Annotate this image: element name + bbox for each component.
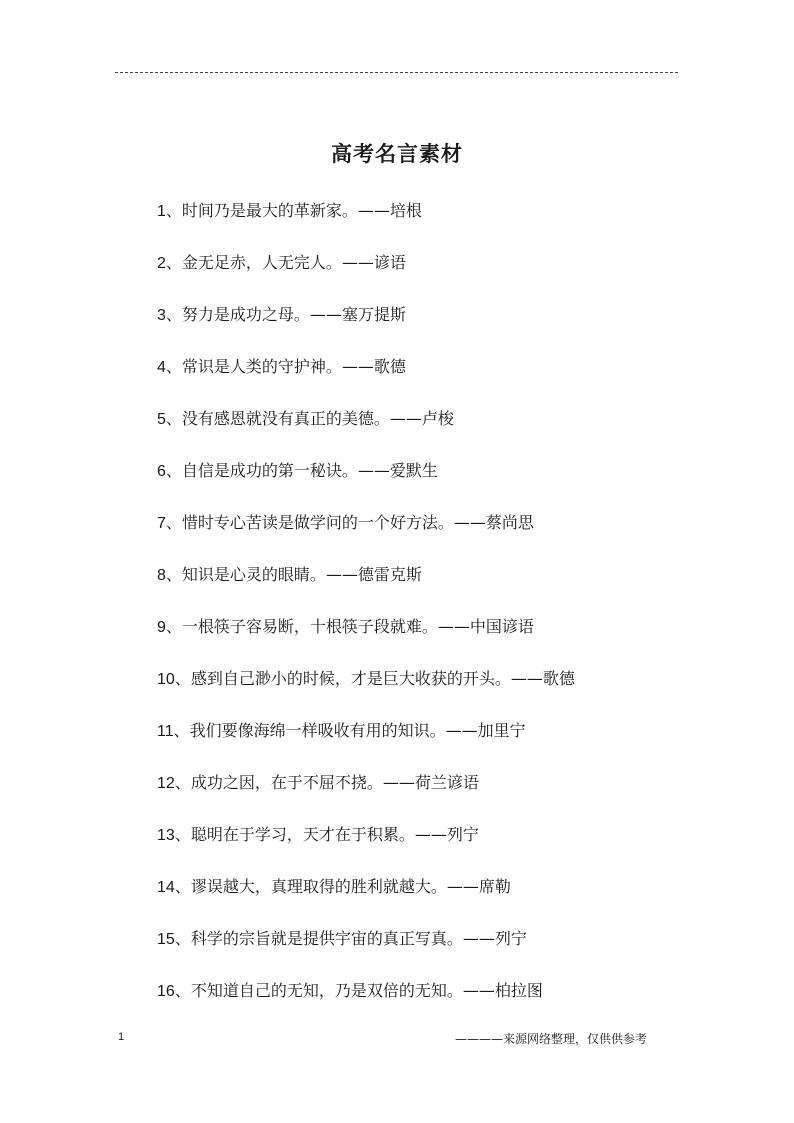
quote-item [157, 821, 717, 873]
header-dashed-rule [115, 72, 678, 73]
quote-text: 常识是人类的守护神。——歌德 [181, 357, 406, 376]
quote-number: 9、 [157, 619, 182, 636]
quote-item [157, 197, 717, 249]
quote-text: 谬误越大，真理取得的胜利就越大。——席勒 [190, 877, 511, 896]
quote-item [157, 249, 717, 301]
quote-list [157, 197, 717, 1029]
quote-item [157, 977, 717, 1029]
quote-number: 6、 [157, 463, 182, 480]
quote-number: 5、 [157, 411, 182, 428]
quote-item [157, 769, 717, 821]
quote-number: 10、 [157, 671, 191, 688]
quote-item [157, 873, 717, 925]
quote-number: 14、 [157, 879, 191, 896]
quote-item [157, 717, 717, 769]
quote-number: 11、 [157, 723, 190, 740]
quote-number: 3、 [157, 307, 182, 324]
footer-note: ————来源网络整理，仅供供参考 [455, 1032, 648, 1046]
quote-item [157, 509, 717, 561]
quote-text: 科学的宗旨就是提供宇宙的真正写真。——列宁 [190, 929, 527, 948]
quote-text: 惜时专心苦读是做学问的一个好方法。——蔡尚思 [181, 513, 534, 532]
quote-number: 13、 [157, 827, 191, 844]
quote-item [157, 613, 717, 665]
quote-number: 1、 [157, 203, 182, 220]
quote-number: 16、 [157, 983, 191, 1000]
quote-text: 知识是心灵的眼睛。——德雷克斯 [181, 565, 422, 584]
quote-text: 成功之因，在于不屈不挠。——荷兰谚语 [190, 773, 479, 792]
quote-item [157, 353, 717, 405]
quote-number: 2、 [157, 255, 182, 272]
quote-text: 时间乃是最大的革新家。——培根 [181, 201, 422, 220]
quote-number: 8、 [157, 567, 182, 584]
quote-number: 12、 [157, 775, 191, 792]
quote-number: 4、 [157, 359, 182, 376]
quote-number: 15、 [157, 931, 191, 948]
quote-item [157, 457, 717, 509]
quote-item [157, 925, 717, 977]
quote-item [157, 405, 717, 457]
quote-text: 聪明在于学习，天才在于积累。——列宁 [190, 825, 479, 844]
quote-text: 金无足赤，人无完人。——谚语 [181, 253, 406, 272]
quote-text: 一根筷子容易断，十根筷子段就难。——中国谚语 [181, 617, 534, 636]
quote-text: 我们要像海绵一样吸收有用的知识。——加里宁 [189, 721, 526, 740]
quote-text: 自信是成功的第一秘诀。——爱默生 [181, 461, 438, 480]
quote-item [157, 665, 717, 717]
quote-text: 没有感恩就没有真正的美德。——卢梭 [181, 409, 454, 428]
quote-item [157, 301, 717, 353]
quote-text: 不知道自己的无知，乃是双倍的无知。——柏拉图 [190, 981, 543, 1000]
quote-number: 7、 [157, 515, 182, 532]
quote-text: 感到自己渺小的时候，才是巨大收获的开头。——歌德 [190, 669, 575, 688]
page-number: 1 [118, 1031, 125, 1043]
quote-item [157, 561, 717, 613]
quote-text: 努力是成功之母。——塞万提斯 [181, 305, 406, 324]
document-title: 高考名言素材 [331, 141, 463, 167]
